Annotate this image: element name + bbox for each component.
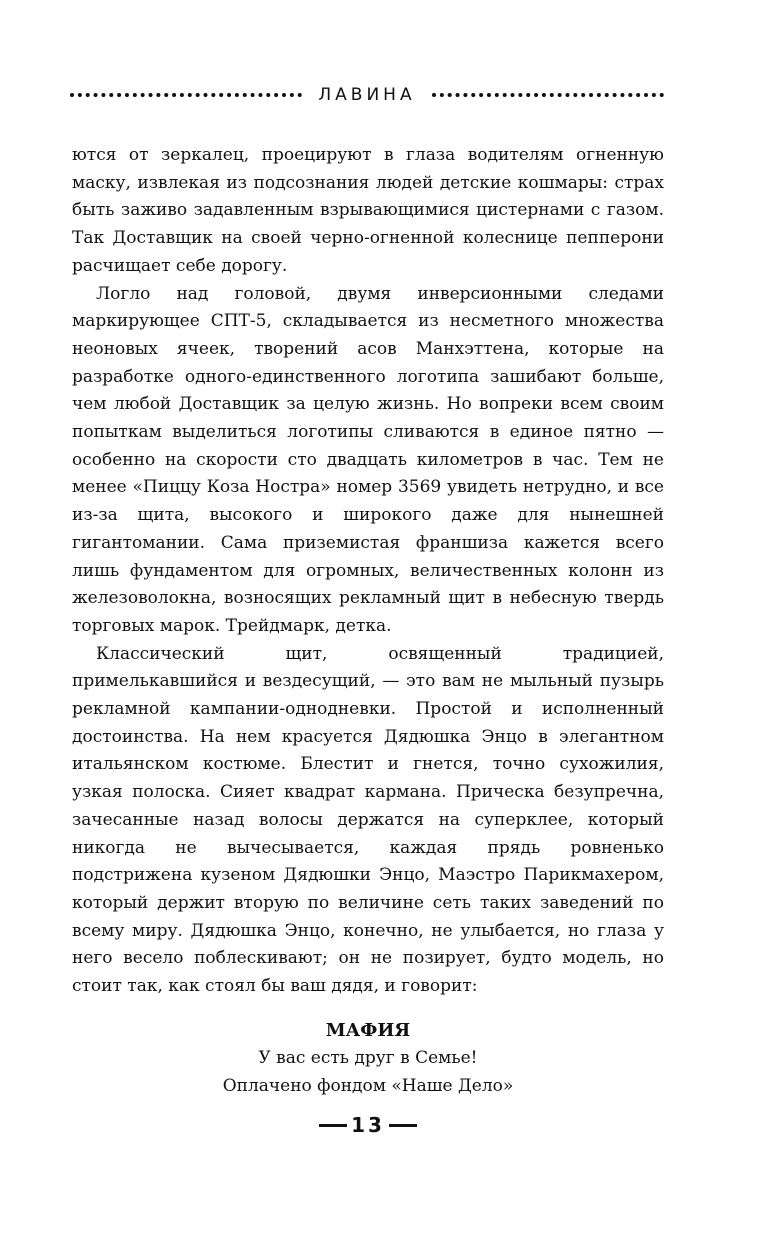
folio-right-dash — [389, 1124, 417, 1127]
billboard-slogan — [72, 1017, 664, 1100]
paragraph-3: Классический щит, освященный традицией, примелькавшийся и вездесущий, — это вам не мыльный пузырь рекламной кампании-однодневки. Простой и исполненный достоинства. На нем красуется Дядюшка Энцо в элегантном итальянском костюме. Блестит и гнется, точно сухожилия, узкая полоска. Сияет квадрат кармана. Прическа безупречна, зачесанные назад волосы держатся на суперклее, который никогда не вычесывается, каждая прядь ровненько подстрижена кузеном Дядюшки Энцо, Маэстро Парикмахером, который держит вторую по величине сеть таких заведений по всему миру. Дядюшка Энцо, конечно, не улыбается, но глаза у него весело поблескивают; он не позирует, будто модель, но стоит так, как стоял бы ваш дядя, и говорит: — [72, 643, 664, 997]
slogan-line-1: У вас есть друг в Семье! — [258, 1048, 478, 1068]
folio-left-dash — [319, 1124, 347, 1127]
paragraph-1: ются от зеркалец, проецируют в глаза водителям огненную маску, извлекая из подсознания людей детские кошмары: страх быть заживо задавленным взрывающимися цистернами с газом. Так Доставщик на своей черно-огненной колеснице пепперони расчищает себе дорогу. — [72, 145, 664, 276]
running-header — [70, 82, 664, 108]
slogan-line-2: Оплачено фондом «Наше Дело» — [222, 1076, 514, 1096]
paragraph-2: Логло над головой, двумя инверсионными следами маркирующее СПТ-5, складывается из несметного множества неоновых ячеек, творений асов Манхэттена, которые на разработке одного-единственного логотипа зашибают больше, чем любой Доставщик за целую жизнь. Но вопреки всем своим попыткам выделиться логотипы сливаются в единое пятно — особенно на скорости сто двадцать километров в час. Тем не менее «Пиццу Коза Ностра» номер 3569 увидеть нетрудно, и все из-за щита, высокого и широкого даже для нынешней гигантомании. Сама приземистая франшиза кажется всего лишь фундаментом для огромных, величественных колонн из железоволокна, возносящих рекламный щит в небесную твердь торговых марок. Трейдмарк, детка. — [72, 283, 664, 636]
header-left-dots — [70, 93, 302, 97]
header-right-dots — [432, 93, 664, 97]
slogan-title: МАФИЯ — [325, 1020, 411, 1041]
running-title: ЛАВИНА — [318, 85, 416, 105]
body-text — [72, 142, 664, 1001]
page-number: 13 — [351, 1113, 385, 1137]
page-folio — [72, 1113, 664, 1137]
